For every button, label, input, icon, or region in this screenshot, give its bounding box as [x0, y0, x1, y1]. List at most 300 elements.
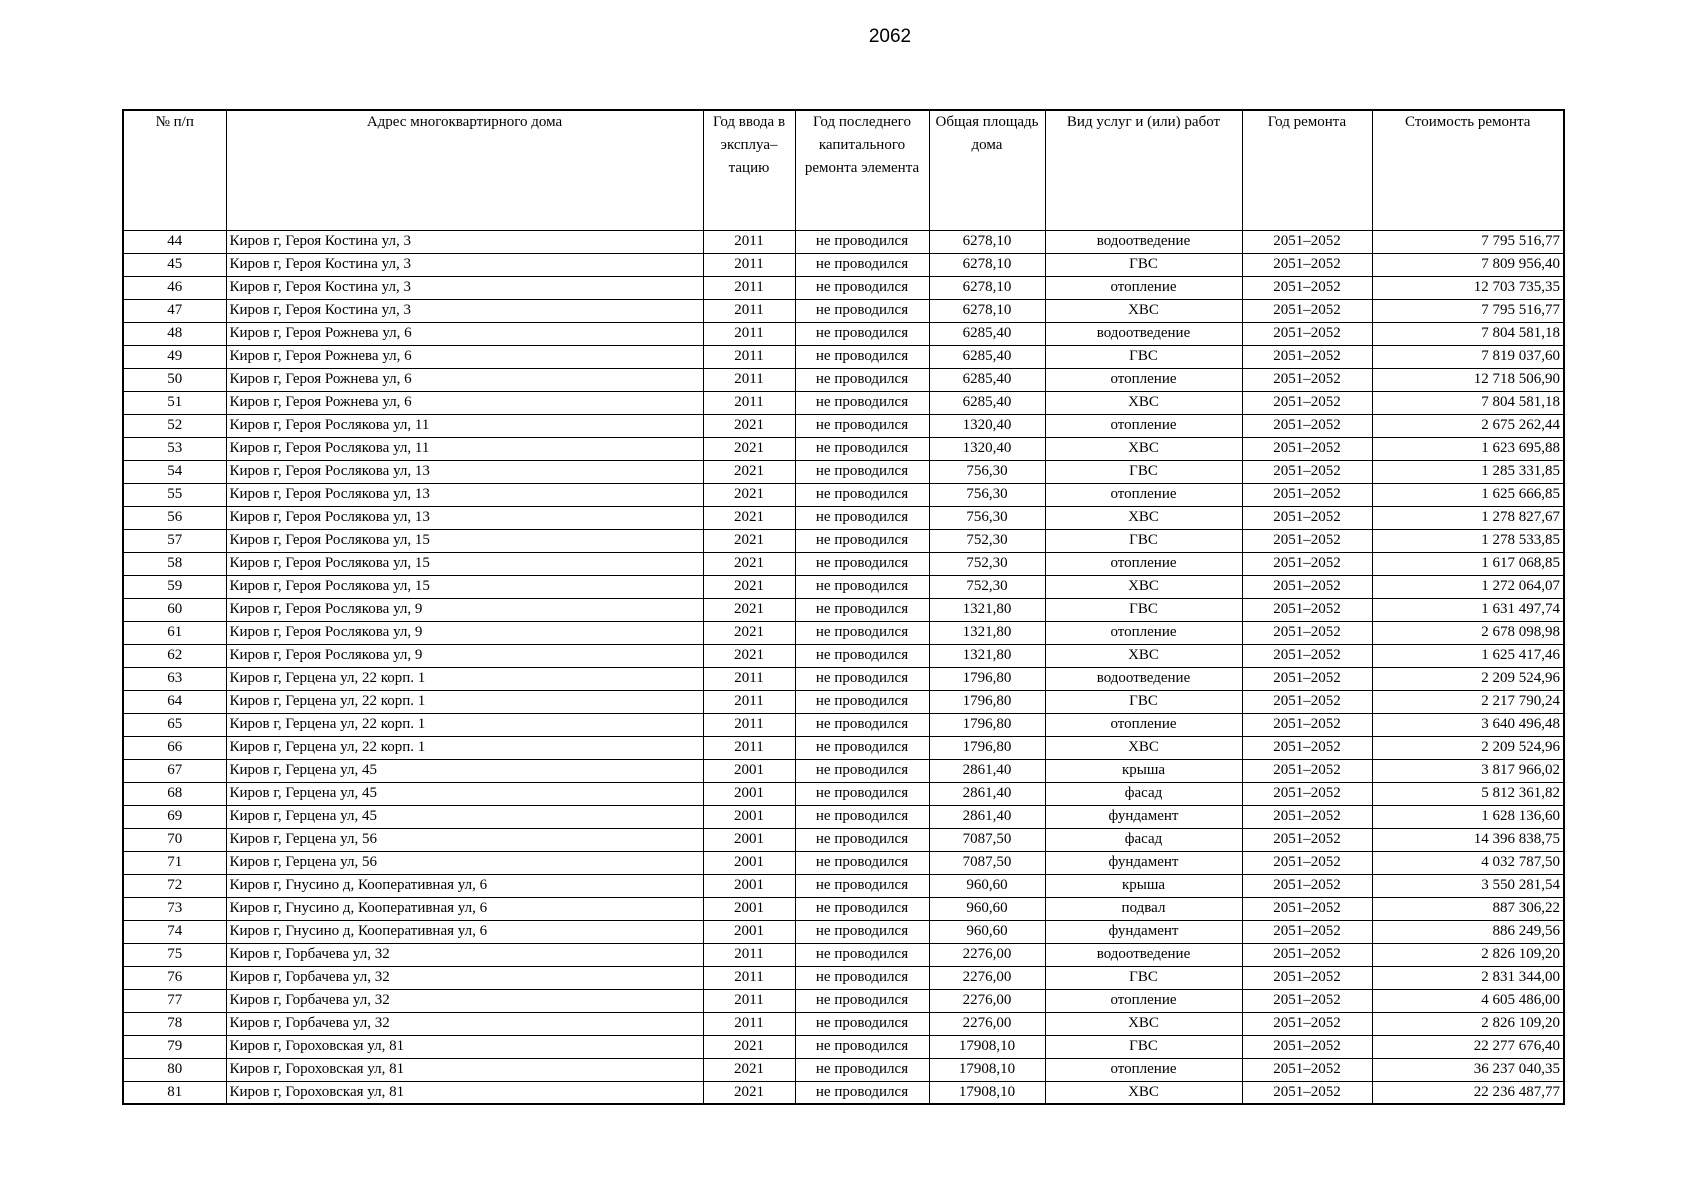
cell-num: 78: [123, 1012, 226, 1035]
cell-service: ХВС: [1045, 506, 1242, 529]
cell-area: 6285,40: [929, 368, 1045, 391]
header-num: № п/п: [123, 110, 226, 230]
table-row: [123, 1012, 1564, 1035]
cell-year-commissioned: 2021: [703, 437, 795, 460]
cell-repair-year: 2051–2052: [1242, 529, 1372, 552]
cell-year-commissioned: 2021: [703, 1058, 795, 1081]
cell-year-commissioned: 2021: [703, 1081, 795, 1104]
cell-address: Киров г, Героя Рожнева ул, 6: [226, 345, 703, 368]
cell-service: отопление: [1045, 552, 1242, 575]
cell-year-commissioned: 2011: [703, 391, 795, 414]
cell-repair-year: 2051–2052: [1242, 322, 1372, 345]
cell-year-commissioned: 2021: [703, 506, 795, 529]
cell-cost: 12 718 506,90: [1372, 368, 1564, 391]
cell-service: ГВС: [1045, 460, 1242, 483]
cell-last-repair: не проводился: [795, 1035, 929, 1058]
cell-cost: 887 306,22: [1372, 897, 1564, 920]
cell-area: 2861,40: [929, 782, 1045, 805]
table-row: [123, 483, 1564, 506]
header-last-repair: Год последнего капитального ремонта элемента: [795, 110, 929, 230]
table-row: [123, 943, 1564, 966]
cell-service: фасад: [1045, 782, 1242, 805]
cell-service: отопление: [1045, 276, 1242, 299]
cell-cost: 1 617 068,85: [1372, 552, 1564, 575]
table-row: [123, 874, 1564, 897]
cell-cost: 1 628 136,60: [1372, 805, 1564, 828]
cell-cost: 2 826 109,20: [1372, 1012, 1564, 1035]
cell-num: 56: [123, 506, 226, 529]
cell-year-commissioned: 2011: [703, 713, 795, 736]
table-row: [123, 529, 1564, 552]
cell-last-repair: не проводился: [795, 897, 929, 920]
cell-service: отопление: [1045, 713, 1242, 736]
cell-repair-year: 2051–2052: [1242, 828, 1372, 851]
cell-repair-year: 2051–2052: [1242, 598, 1372, 621]
cell-address: Киров г, Гороховская ул, 81: [226, 1081, 703, 1104]
cell-cost: 2 831 344,00: [1372, 966, 1564, 989]
cell-cost: 2 209 524,96: [1372, 736, 1564, 759]
cell-address: Киров г, Героя Рослякова ул, 11: [226, 437, 703, 460]
cell-year-commissioned: 2011: [703, 322, 795, 345]
cell-repair-year: 2051–2052: [1242, 483, 1372, 506]
cell-year-commissioned: 2021: [703, 575, 795, 598]
cell-address: Киров г, Героя Костина ул, 3: [226, 253, 703, 276]
table-row: [123, 782, 1564, 805]
cell-service: ГВС: [1045, 253, 1242, 276]
cell-area: 1796,80: [929, 667, 1045, 690]
cell-num: 50: [123, 368, 226, 391]
cell-area: 756,30: [929, 506, 1045, 529]
cell-cost: 3 550 281,54: [1372, 874, 1564, 897]
cell-year-commissioned: 2011: [703, 299, 795, 322]
header-cost: Стоимость ремонта: [1372, 110, 1564, 230]
cell-address: Киров г, Героя Рослякова ул, 15: [226, 575, 703, 598]
table-row: [123, 414, 1564, 437]
cell-year-commissioned: 2001: [703, 805, 795, 828]
cell-address: Киров г, Герцена ул, 22 корп. 1: [226, 667, 703, 690]
cell-area: 1321,80: [929, 644, 1045, 667]
cell-service: фасад: [1045, 828, 1242, 851]
cell-service: ГВС: [1045, 345, 1242, 368]
cell-address: Киров г, Горбачева ул, 32: [226, 966, 703, 989]
cell-address: Киров г, Герцена ул, 22 корп. 1: [226, 713, 703, 736]
cell-area: 6285,40: [929, 345, 1045, 368]
cell-last-repair: не проводился: [795, 506, 929, 529]
cell-area: 7087,50: [929, 851, 1045, 874]
cell-service: ХВС: [1045, 575, 1242, 598]
cell-num: 61: [123, 621, 226, 644]
table-row: [123, 276, 1564, 299]
cell-year-commissioned: 2021: [703, 1035, 795, 1058]
cell-address: Киров г, Гороховская ул, 81: [226, 1035, 703, 1058]
cell-num: 55: [123, 483, 226, 506]
cell-last-repair: не проводился: [795, 552, 929, 575]
cell-year-commissioned: 2011: [703, 253, 795, 276]
cell-year-commissioned: 2021: [703, 414, 795, 437]
cell-last-repair: не проводился: [795, 575, 929, 598]
cell-repair-year: 2051–2052: [1242, 253, 1372, 276]
cell-last-repair: не проводился: [795, 943, 929, 966]
cell-repair-year: 2051–2052: [1242, 1035, 1372, 1058]
cell-area: 6278,10: [929, 253, 1045, 276]
cell-cost: 7 804 581,18: [1372, 322, 1564, 345]
table-row: [123, 667, 1564, 690]
cell-cost: 22 277 676,40: [1372, 1035, 1564, 1058]
cell-repair-year: 2051–2052: [1242, 299, 1372, 322]
cell-area: 1321,80: [929, 598, 1045, 621]
cell-cost: 1 285 331,85: [1372, 460, 1564, 483]
cell-year-commissioned: 2011: [703, 230, 795, 253]
cell-last-repair: не проводился: [795, 989, 929, 1012]
cell-last-repair: не проводился: [795, 851, 929, 874]
cell-service: ХВС: [1045, 299, 1242, 322]
cell-address: Киров г, Гнусино д, Кооперативная ул, 6: [226, 920, 703, 943]
cell-last-repair: не проводился: [795, 759, 929, 782]
cell-repair-year: 2051–2052: [1242, 966, 1372, 989]
cell-address: Киров г, Герцена ул, 56: [226, 851, 703, 874]
cell-repair-year: 2051–2052: [1242, 506, 1372, 529]
cell-service: ГВС: [1045, 1035, 1242, 1058]
table-row: [123, 368, 1564, 391]
cell-cost: 7 819 037,60: [1372, 345, 1564, 368]
table-row: [123, 989, 1564, 1012]
cell-year-commissioned: 2011: [703, 989, 795, 1012]
cell-num: 45: [123, 253, 226, 276]
cell-address: Киров г, Горбачева ул, 32: [226, 943, 703, 966]
cell-year-commissioned: 2011: [703, 736, 795, 759]
cell-last-repair: не проводился: [795, 782, 929, 805]
table-row: [123, 322, 1564, 345]
cell-num: 75: [123, 943, 226, 966]
cell-num: 57: [123, 529, 226, 552]
cell-service: ХВС: [1045, 644, 1242, 667]
table-row: [123, 759, 1564, 782]
cell-address: Киров г, Героя Костина ул, 3: [226, 230, 703, 253]
table-row: [123, 713, 1564, 736]
cell-cost: 1 278 533,85: [1372, 529, 1564, 552]
page-number: 2062: [868, 26, 912, 47]
cell-cost: 886 249,56: [1372, 920, 1564, 943]
cell-area: 1796,80: [929, 736, 1045, 759]
cell-repair-year: 2051–2052: [1242, 943, 1372, 966]
cell-repair-year: 2051–2052: [1242, 552, 1372, 575]
cell-service: отопление: [1045, 483, 1242, 506]
cell-address: Киров г, Героя Рослякова ул, 13: [226, 483, 703, 506]
cell-address: Киров г, Героя Рослякова ул, 11: [226, 414, 703, 437]
table-row: [123, 391, 1564, 414]
header-service: Вид услуг и (или) работ: [1045, 110, 1242, 230]
cell-repair-year: 2051–2052: [1242, 874, 1372, 897]
cell-service: подвал: [1045, 897, 1242, 920]
cell-last-repair: не проводился: [795, 690, 929, 713]
cell-year-commissioned: 2021: [703, 598, 795, 621]
cell-cost: 7 795 516,77: [1372, 299, 1564, 322]
cell-address: Киров г, Гнусино д, Кооперативная ул, 6: [226, 897, 703, 920]
cell-num: 68: [123, 782, 226, 805]
cell-num: 65: [123, 713, 226, 736]
cell-repair-year: 2051–2052: [1242, 621, 1372, 644]
cell-repair-year: 2051–2052: [1242, 920, 1372, 943]
cell-cost: 2 217 790,24: [1372, 690, 1564, 713]
cell-area: 756,30: [929, 460, 1045, 483]
cell-repair-year: 2051–2052: [1242, 1058, 1372, 1081]
cell-service: отопление: [1045, 368, 1242, 391]
cell-area: 1796,80: [929, 690, 1045, 713]
cell-cost: 1 625 417,46: [1372, 644, 1564, 667]
cell-num: 77: [123, 989, 226, 1012]
cell-year-commissioned: 2001: [703, 759, 795, 782]
cell-year-commissioned: 2021: [703, 644, 795, 667]
cell-service: отопление: [1045, 414, 1242, 437]
table-row: [123, 805, 1564, 828]
cell-area: 6278,10: [929, 299, 1045, 322]
cell-area: 960,60: [929, 897, 1045, 920]
cell-num: 47: [123, 299, 226, 322]
cell-area: 752,30: [929, 575, 1045, 598]
cell-last-repair: не проводился: [795, 713, 929, 736]
cell-cost: 22 236 487,77: [1372, 1081, 1564, 1104]
cell-num: 74: [123, 920, 226, 943]
cell-last-repair: не проводился: [795, 874, 929, 897]
cell-cost: 12 703 735,35: [1372, 276, 1564, 299]
cell-address: Киров г, Гнусино д, Кооперативная ул, 6: [226, 874, 703, 897]
cell-area: 2276,00: [929, 943, 1045, 966]
cell-last-repair: не проводился: [795, 276, 929, 299]
cell-cost: 2 826 109,20: [1372, 943, 1564, 966]
cell-area: 2276,00: [929, 1012, 1045, 1035]
cell-year-commissioned: 2021: [703, 621, 795, 644]
cell-last-repair: не проводился: [795, 345, 929, 368]
cell-repair-year: 2051–2052: [1242, 391, 1372, 414]
cell-num: 59: [123, 575, 226, 598]
cell-num: 71: [123, 851, 226, 874]
cell-repair-year: 2051–2052: [1242, 345, 1372, 368]
cell-num: 52: [123, 414, 226, 437]
cell-year-commissioned: 2021: [703, 529, 795, 552]
cell-repair-year: 2051–2052: [1242, 437, 1372, 460]
cell-repair-year: 2051–2052: [1242, 368, 1372, 391]
cell-repair-year: 2051–2052: [1242, 644, 1372, 667]
cell-last-repair: не проводился: [795, 828, 929, 851]
cell-area: 1796,80: [929, 713, 1045, 736]
table-row: [123, 1035, 1564, 1058]
cell-num: 81: [123, 1081, 226, 1104]
cell-last-repair: не проводился: [795, 460, 929, 483]
cell-address: Киров г, Герцена ул, 45: [226, 805, 703, 828]
cell-last-repair: не проводился: [795, 230, 929, 253]
table-body: [123, 230, 1564, 1104]
cell-service: крыша: [1045, 874, 1242, 897]
cell-num: 66: [123, 736, 226, 759]
cell-service: ХВС: [1045, 437, 1242, 460]
cell-num: 58: [123, 552, 226, 575]
cell-cost: 7 809 956,40: [1372, 253, 1564, 276]
cell-address: Киров г, Герцена ул, 45: [226, 759, 703, 782]
cell-cost: 2 209 524,96: [1372, 667, 1564, 690]
cell-address: Киров г, Горбачева ул, 32: [226, 1012, 703, 1035]
cell-area: 752,30: [929, 552, 1045, 575]
cell-service: отопление: [1045, 621, 1242, 644]
table-row: [123, 851, 1564, 874]
cell-area: 756,30: [929, 483, 1045, 506]
cell-num: 76: [123, 966, 226, 989]
cell-repair-year: 2051–2052: [1242, 276, 1372, 299]
cell-repair-year: 2051–2052: [1242, 460, 1372, 483]
table-row: [123, 736, 1564, 759]
cell-num: 44: [123, 230, 226, 253]
cell-area: 7087,50: [929, 828, 1045, 851]
cell-cost: 4 032 787,50: [1372, 851, 1564, 874]
cell-cost: 1 631 497,74: [1372, 598, 1564, 621]
cell-num: 79: [123, 1035, 226, 1058]
cell-year-commissioned: 2001: [703, 897, 795, 920]
cell-address: Киров г, Героя Рожнева ул, 6: [226, 391, 703, 414]
cell-area: 17908,10: [929, 1081, 1045, 1104]
cell-address: Киров г, Герцена ул, 45: [226, 782, 703, 805]
cell-last-repair: не проводился: [795, 1081, 929, 1104]
table-row: [123, 506, 1564, 529]
table-row: [123, 1081, 1564, 1104]
cell-repair-year: 2051–2052: [1242, 690, 1372, 713]
cell-num: 49: [123, 345, 226, 368]
cell-service: ГВС: [1045, 529, 1242, 552]
cell-address: Киров г, Героя Костина ул, 3: [226, 276, 703, 299]
cell-num: 60: [123, 598, 226, 621]
cell-year-commissioned: 2001: [703, 874, 795, 897]
cell-repair-year: 2051–2052: [1242, 805, 1372, 828]
cell-area: 960,60: [929, 920, 1045, 943]
table-row: [123, 920, 1564, 943]
cell-last-repair: не проводился: [795, 1012, 929, 1035]
cell-year-commissioned: 2001: [703, 920, 795, 943]
cell-area: 6285,40: [929, 391, 1045, 414]
cell-num: 62: [123, 644, 226, 667]
cell-service: ГВС: [1045, 690, 1242, 713]
cell-service: водоотведение: [1045, 667, 1242, 690]
cell-last-repair: не проводился: [795, 644, 929, 667]
cell-service: водоотведение: [1045, 322, 1242, 345]
cell-repair-year: 2051–2052: [1242, 1012, 1372, 1035]
cell-last-repair: не проводился: [795, 1058, 929, 1081]
cell-last-repair: не проводился: [795, 529, 929, 552]
table-row: [123, 966, 1564, 989]
cell-address: Киров г, Героя Рослякова ул, 13: [226, 506, 703, 529]
cell-num: 54: [123, 460, 226, 483]
cell-year-commissioned: 2011: [703, 966, 795, 989]
cell-service: фундамент: [1045, 920, 1242, 943]
table-row: [123, 230, 1564, 253]
cell-num: 46: [123, 276, 226, 299]
cell-last-repair: не проводился: [795, 920, 929, 943]
cell-num: 53: [123, 437, 226, 460]
cell-repair-year: 2051–2052: [1242, 759, 1372, 782]
cell-area: 6278,10: [929, 230, 1045, 253]
cell-cost: 3 640 496,48: [1372, 713, 1564, 736]
table-row: [123, 1058, 1564, 1081]
header-area: Общая площадь дома: [929, 110, 1045, 230]
cell-service: ХВС: [1045, 1012, 1242, 1035]
cell-cost: 7 795 516,77: [1372, 230, 1564, 253]
table-row: [123, 644, 1564, 667]
cell-service: водоотведение: [1045, 230, 1242, 253]
table-row: [123, 690, 1564, 713]
table-row: [123, 299, 1564, 322]
cell-year-commissioned: 2011: [703, 667, 795, 690]
cell-address: Киров г, Героя Рослякова ул, 15: [226, 529, 703, 552]
cell-year-commissioned: 2011: [703, 1012, 795, 1035]
cell-cost: 3 817 966,02: [1372, 759, 1564, 782]
cell-year-commissioned: 2011: [703, 345, 795, 368]
cell-repair-year: 2051–2052: [1242, 575, 1372, 598]
cell-last-repair: не проводился: [795, 736, 929, 759]
cell-address: Киров г, Героя Рослякова ул, 13: [226, 460, 703, 483]
cell-cost: 1 625 666,85: [1372, 483, 1564, 506]
cell-repair-year: 2051–2052: [1242, 989, 1372, 1012]
cell-year-commissioned: 2011: [703, 943, 795, 966]
cell-service: ХВС: [1045, 1081, 1242, 1104]
cell-address: Киров г, Героя Рожнева ул, 6: [226, 322, 703, 345]
table-row: [123, 253, 1564, 276]
cell-repair-year: 2051–2052: [1242, 713, 1372, 736]
table-row: [123, 575, 1564, 598]
cell-service: водоотведение: [1045, 943, 1242, 966]
cell-cost: 2 678 098,98: [1372, 621, 1564, 644]
cell-area: 1320,40: [929, 414, 1045, 437]
cell-area: 2276,00: [929, 989, 1045, 1012]
table-row: [123, 828, 1564, 851]
cell-last-repair: не проводился: [795, 322, 929, 345]
cell-last-repair: не проводился: [795, 253, 929, 276]
cell-repair-year: 2051–2052: [1242, 230, 1372, 253]
cell-num: 51: [123, 391, 226, 414]
cell-last-repair: не проводился: [795, 437, 929, 460]
cell-address: Киров г, Героя Рожнева ул, 6: [226, 368, 703, 391]
repair-register-table: [122, 109, 1565, 1105]
cell-num: 63: [123, 667, 226, 690]
table-row: [123, 621, 1564, 644]
cell-num: 73: [123, 897, 226, 920]
table-row: [123, 598, 1564, 621]
cell-repair-year: 2051–2052: [1242, 897, 1372, 920]
cell-cost: 4 605 486,00: [1372, 989, 1564, 1012]
cell-year-commissioned: 2011: [703, 276, 795, 299]
cell-repair-year: 2051–2052: [1242, 1081, 1372, 1104]
cell-num: 69: [123, 805, 226, 828]
cell-service: фундамент: [1045, 805, 1242, 828]
cell-year-commissioned: 2001: [703, 851, 795, 874]
cell-area: 6278,10: [929, 276, 1045, 299]
cell-year-commissioned: 2021: [703, 483, 795, 506]
cell-area: 752,30: [929, 529, 1045, 552]
cell-repair-year: 2051–2052: [1242, 667, 1372, 690]
cell-repair-year: 2051–2052: [1242, 782, 1372, 805]
cell-repair-year: 2051–2052: [1242, 736, 1372, 759]
cell-year-commissioned: 2021: [703, 552, 795, 575]
cell-last-repair: не проводился: [795, 966, 929, 989]
cell-num: 48: [123, 322, 226, 345]
header-year-commissioned: Год ввода в эксплуа–тацию: [703, 110, 795, 230]
cell-address: Киров г, Горбачева ул, 32: [226, 989, 703, 1012]
cell-area: 1320,40: [929, 437, 1045, 460]
cell-service: ХВС: [1045, 391, 1242, 414]
cell-repair-year: 2051–2052: [1242, 414, 1372, 437]
cell-area: 1321,80: [929, 621, 1045, 644]
table-header: [123, 110, 1564, 230]
cell-last-repair: не проводился: [795, 391, 929, 414]
cell-num: 72: [123, 874, 226, 897]
cell-address: Киров г, Герцена ул, 22 корп. 1: [226, 736, 703, 759]
cell-last-repair: не проводился: [795, 621, 929, 644]
